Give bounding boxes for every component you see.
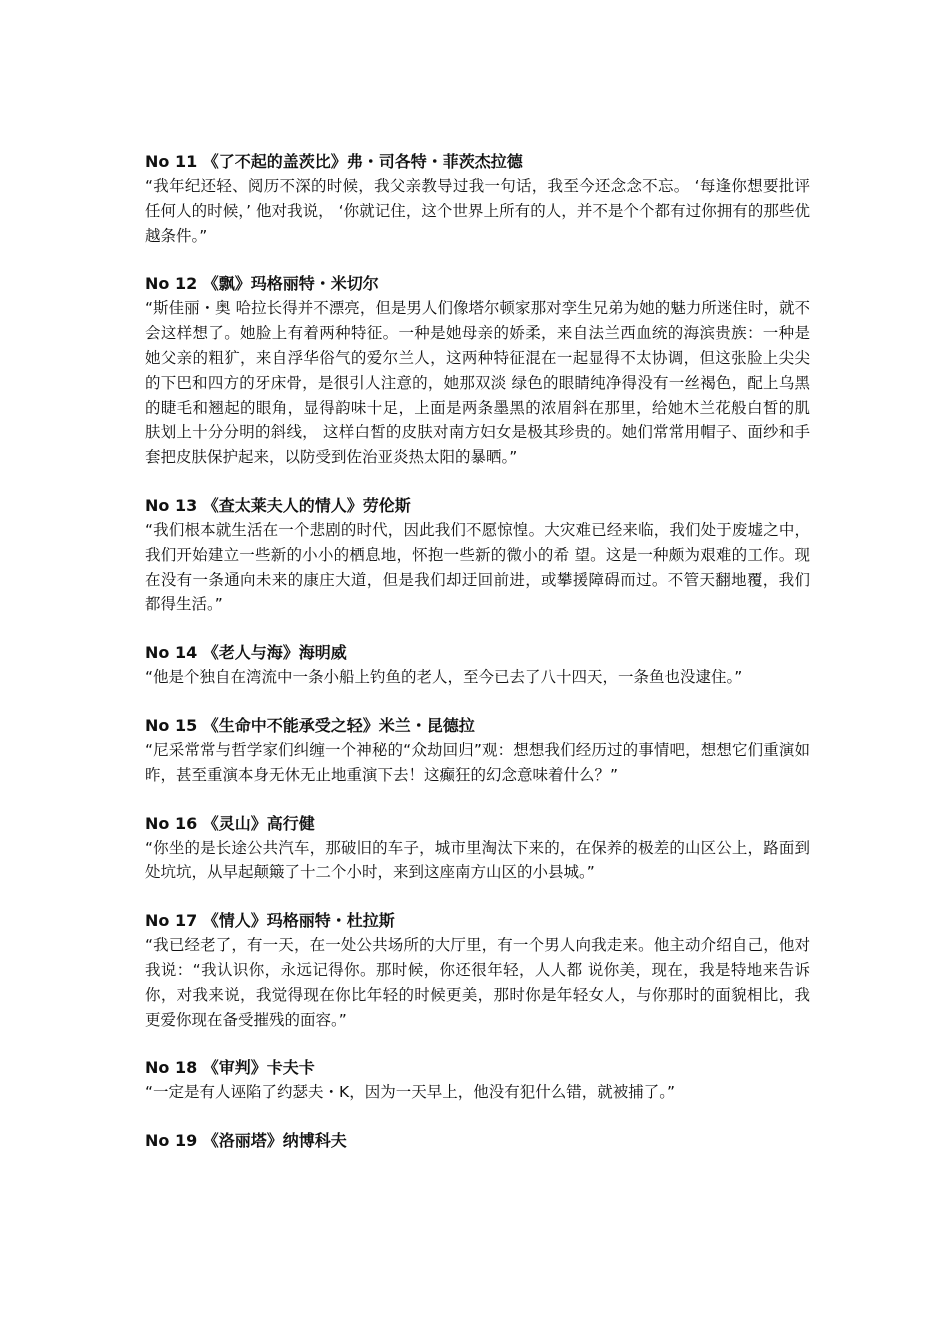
entry-quote: “他是个独自在湾流中一条小船上钓鱼的老人，至今已去了八十四天，一条鱼也没逮住。” [145, 668, 743, 687]
entry-title: No 12 《飘》玛格丽特・米切尔 [145, 274, 379, 294]
entry-quote: “我们根本就生活在一个悲剧的时代，因此我们不愿惊惶。大灾难已经来临，我们处于废墟之中，我们开始建立一些新的小小的栖息地，怀抱一些新的微小的希 望。这是一种颇为艰难的工作。现在没有一条通向未来的康庄大道，但是我们却迂回前进，或攀援障碍而过。不管天翻地覆，我们都得生活。” [145, 520, 810, 614]
entry-title: No 16 《灵山》高行健 [145, 813, 315, 833]
entry-quote: “斯佳丽・奥 哈拉长得并不漂亮，但是男人们像塔尔顿家那对孪生兄弟为她的魅力所迷住时，就不会这样想了。她脸上有着两种特征。一种是她母亲的娇柔，来自法兰西血统的海滨贵族：一种是她父亲的粗犷，来自浮华俗气的爱尔兰人，这两种特征混在一起显得不太协调，但这张脸上尖尖的下巴和四方的牙床骨，是很引人注意的，她那双淡 绿色的眼睛纯净得没有一丝褐色，配上乌黑的睫毛和翘起的眼角，显得韵味十足，上面是两条墨黑的浓眉斜在那里，给她木兰花般白皙的肌肤划上十分分明的斜线， 这样白皙的皮肤对南方妇女是极其珍贵的。她们常常用帽子、面纱和手套把皮肤保护起来，以防受到佐治亚炎热太阳的暴晒。” [145, 299, 810, 467]
entry-title: No 18 《审判》卡夫卡 [145, 1058, 315, 1078]
entry-19 [145, 1129, 810, 1153]
document-page [145, 150, 810, 1177]
entry-title: No 17 《情人》玛格丽特・杜拉斯 [145, 911, 395, 931]
entry-quote: “你坐的是长途公共汽车，那破旧的车子，城市里淘汰下来的，在保养的极差的山区公上，路面到处坑坑，从早起颠簸了十二个小时，来到这座南方山区的小县城。” [145, 838, 810, 882]
entry-18 [145, 1056, 810, 1105]
entry-17 [145, 909, 810, 1032]
entry-14 [145, 641, 810, 690]
entry-11 [145, 150, 810, 248]
entry-15 [145, 714, 810, 788]
entry-quote: “尼采常常与哲学家们纠缠一个神秘的“众劫回归”观：想想我们经历过的事情吧，想想它们重演如昨，甚至重演本身无休无止地重演下去！这癫狂的幻念意味着什么？” [145, 740, 810, 784]
entry-title: No 11 《了不起的盖茨比》弗・司各特・菲茨杰拉德 [145, 152, 523, 171]
entry-16 [145, 812, 810, 886]
entry-13 [145, 494, 810, 617]
entry-12 [145, 272, 810, 470]
entry-title: No 13 《查太莱夫人的情人》劳伦斯 [145, 495, 411, 515]
entry-title: No 19 《洛丽塔》纳博科夫 [145, 1131, 347, 1151]
entry-quote: “一定是有人诬陷了约瑟夫・K，因为一天早上，他没有犯什么错，就被捕了。” [145, 1083, 675, 1102]
entry-quote: “我已经老了，有一天，在一处公共场所的大厅里，有一个男人向我走来。他主动介绍自己，他对我说：“我认识你，永远记得你。那时候，你还很年轻，人人都 说你美，现在，我是特地来告诉你，对我来说，我觉得现在你比年轻的时候更美，那时你是年轻女人，与你那时的面貌相比，我更爱你现在备受摧残的面容。” [145, 936, 810, 1029]
entry-title: No 15 《生命中不能承受之轻》米兰・昆德拉 [145, 715, 475, 735]
entry-quote: “我年纪还轻、阅历不深的时候，我父亲教导过我一句话，我至今还念念不忘。 ‘每逢你想要批评任何人的时候，’ 他对我说， ‘你就记住，这个世界上所有的人，并不是个个都有过你拥有的那些优越条件。” [145, 177, 810, 245]
entry-title: No 14 《老人与海》海明威 [145, 643, 347, 663]
